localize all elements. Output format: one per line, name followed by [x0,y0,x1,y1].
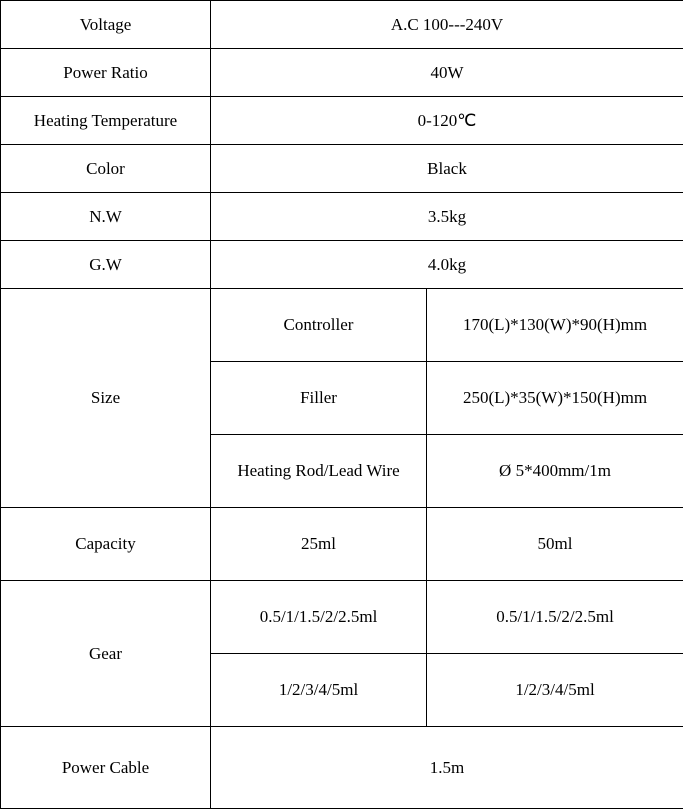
value-color: Black [211,145,683,193]
capacity-value: 50ml [427,508,683,581]
row-color [1,145,683,193]
value-gw: 4.0kg [211,241,683,289]
value-nw: 3.5kg [211,193,683,241]
row-gw [1,241,683,289]
row-heating-temperature [1,97,683,145]
gear-value: 0.5/1/1.5/2/2.5ml [211,581,427,654]
size-item-name: Controller [211,289,427,362]
size-item-name: Filler [211,362,427,435]
value-heating-temperature: 0-120℃ [211,97,683,145]
label-power-cable: Power Cable [1,727,211,809]
label-heating-temperature: Heating Temperature [1,97,211,145]
label-nw: N.W [1,193,211,241]
row-power-ratio [1,49,683,97]
value-power-ratio: 40W [211,49,683,97]
size-item-value: 170(L)*130(W)*90(H)mm [427,289,683,362]
capacity-value: 25ml [211,508,427,581]
row-voltage [1,1,683,49]
label-capacity: Capacity [1,508,211,581]
label-gw: G.W [1,241,211,289]
row-capacity [1,508,683,581]
row-gear-1 [1,581,683,654]
gear-value: 1/2/3/4/5ml [427,654,683,727]
size-item-name: Heating Rod/Lead Wire [211,435,427,508]
size-item-value: Ø 5*400mm/1m [427,435,683,508]
row-nw [1,193,683,241]
label-color: Color [1,145,211,193]
label-voltage: Voltage [1,1,211,49]
label-gear: Gear [1,581,211,727]
gear-value: 0.5/1/1.5/2/2.5ml [427,581,683,654]
value-power-cable: 1.5m [211,727,683,809]
value-voltage: A.C 100---240V [211,1,683,49]
row-size-controller [1,289,683,362]
row-power-cable [1,727,683,809]
gear-value: 1/2/3/4/5ml [211,654,427,727]
label-power-ratio: Power Ratio [1,49,211,97]
label-size: Size [1,289,211,508]
size-item-value: 250(L)*35(W)*150(H)mm [427,362,683,435]
